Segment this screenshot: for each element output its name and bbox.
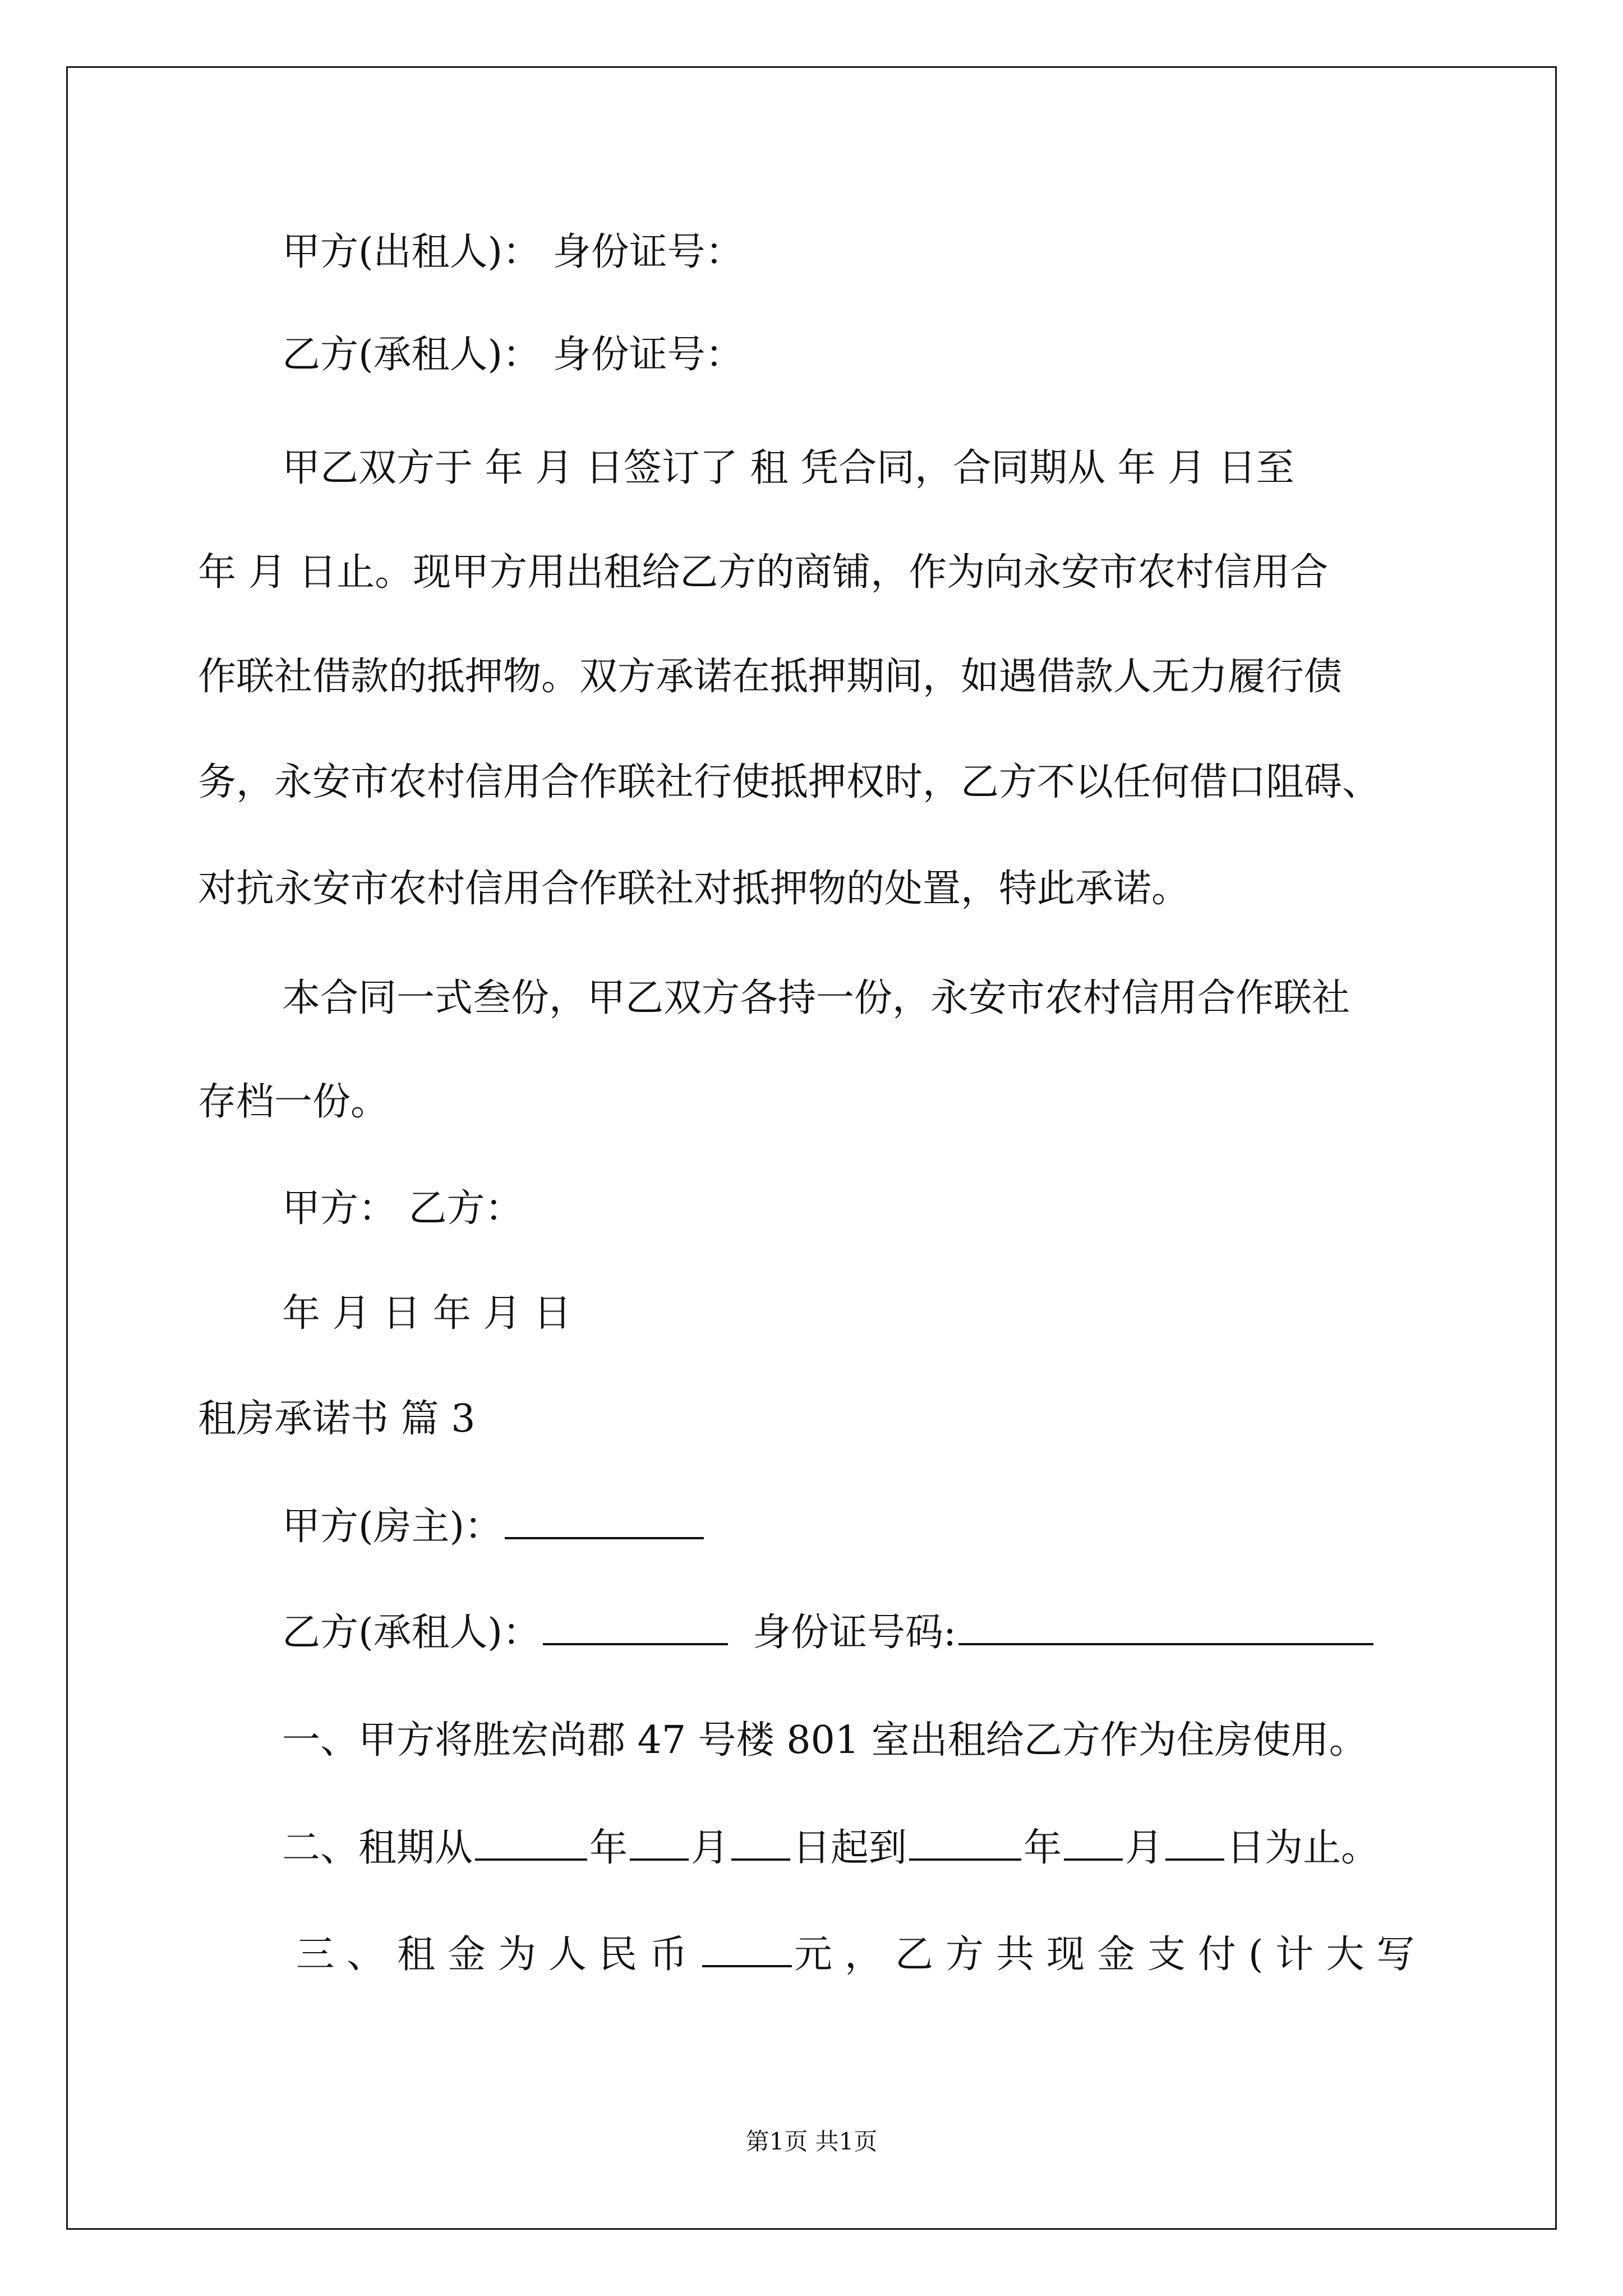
end-day-blank [1165,1824,1224,1861]
paragraph-line: 作联社借款的抵押物。双方承诺在抵押期间，如遇借款人无力履行债 [198,655,1343,699]
end-month-blank [1064,1824,1123,1861]
paragraph-line: 甲乙双方于 年 月 日签订了 租 凭合同，合同期从 年 月 日至 [282,446,1294,490]
signature-line: 甲方： 乙方： [282,1186,523,1231]
landlord-label: 甲方(房主)： [282,1504,503,1549]
clause-three-text: 元，乙方共现金支付(计大写 [794,1932,1427,1977]
tenant-line [282,1608,1376,1658]
end-year-blank [909,1824,1021,1861]
clause-two-text: 年 [1023,1826,1062,1870]
clause-one: 一、甲方将胜宏尚郡 47 号楼 801 室出租给乙方作为住房使用。 [282,1718,1367,1763]
section-heading: 租房承诺书 篇 3 [198,1397,476,1441]
clause-two [282,1823,1379,1874]
party-a-line: 甲方(出租人)： 身份证号： [282,230,744,274]
date-line: 年 月 日 年 月 日 [282,1291,572,1336]
landlord-line [282,1502,706,1552]
id-label: 身份证号码: [753,1611,956,1655]
start-day-blank [731,1824,790,1861]
id-blank [958,1608,1373,1645]
paragraph-line: 存档一份。 [198,1080,389,1124]
clause-three [296,1930,1427,1980]
clause-two-text: 年 [589,1826,628,1870]
landlord-blank [505,1502,704,1539]
paragraph-line: 对抗永安市农村信用合作联社对抵押物的处置，特此承诺。 [198,867,1190,911]
tenant-label: 乙方(承租人)： [282,1611,541,1655]
page-frame [66,66,1557,2230]
page-footer: 第1页 共1页 [745,2128,878,2155]
paragraph-line: 本合同一式叁份，甲乙双方各持一份，永安市农村信用合作联社 [282,976,1350,1020]
start-month-blank [630,1824,689,1861]
paragraph-line: 年 月 日止。现甲方用出租给乙方的商铺，作为向永安市农村信用合 [198,550,1329,595]
party-b-line: 乙方(承租人)： 身份证号： [282,333,744,377]
start-year-blank [475,1824,587,1861]
clause-two-text: 日为止。 [1227,1826,1380,1870]
clause-two-text: 日起到 [792,1826,907,1870]
clause-two-text: 月 [1125,1826,1164,1870]
clause-three-text: 三、租金为人民币 [296,1932,700,1977]
rent-amount-blank [702,1930,792,1967]
paragraph-line: 务，永安市农村信用合作联社行使抵押权时，乙方不以任何借口阻碍、 [198,760,1381,804]
tenant-blank [543,1608,728,1645]
clause-two-text: 二、租期从 [282,1826,473,1870]
clause-two-text: 月 [691,1826,730,1870]
